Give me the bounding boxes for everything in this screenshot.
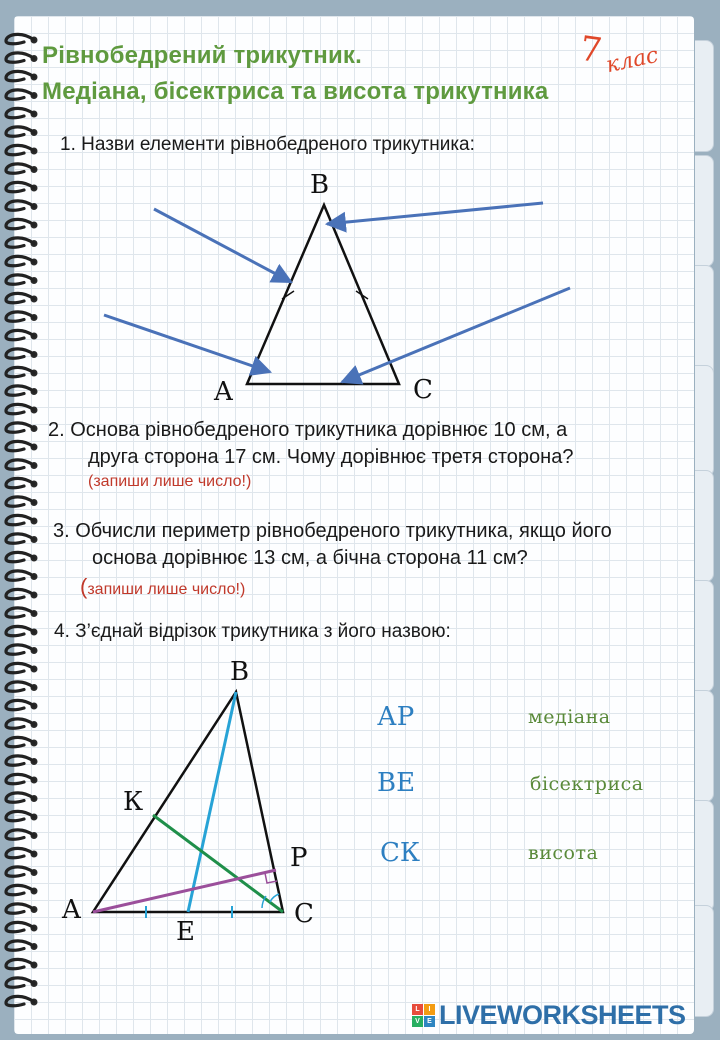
binding-ring: [6, 978, 34, 987]
task3-note-text: запиши лише число!): [87, 581, 246, 598]
segment-ap-option[interactable]: АР: [377, 702, 415, 732]
task3-note-paren: (: [80, 574, 88, 599]
name-bisector-option[interactable]: бісектриса: [530, 773, 644, 795]
binding-ring: [6, 626, 34, 635]
segment-ck-option[interactable]: СК: [380, 838, 421, 868]
triangle-abc: [247, 205, 399, 384]
vertex-label-p: P: [290, 843, 308, 873]
binding-ring: [6, 534, 34, 543]
binding-ring: [6, 608, 34, 617]
vertex-label-c: C: [413, 375, 433, 405]
name-median-option[interactable]: медіана: [528, 706, 611, 728]
triangle-abc-2: [93, 692, 283, 912]
binding-ring: [6, 996, 34, 1005]
vertex-label-b2: B: [230, 657, 250, 687]
median-be[interactable]: [188, 692, 236, 912]
binding-ring: [6, 515, 34, 524]
binding-ring: [6, 497, 34, 506]
task4-text: 4. З’єднай відрізок трикутника з його назвою:: [54, 621, 451, 642]
grade-number: 7: [577, 28, 605, 72]
task2-note: (запиши лише число!): [88, 473, 252, 490]
vertex-label-c2: C: [294, 899, 314, 929]
binding-ring: [6, 441, 34, 450]
liveworksheets-logo: [412, 1000, 686, 1031]
task2-line2: друга сторона 17 см. Чому дорівнює третя сторона?: [88, 446, 574, 468]
vertex-label-a2: A: [62, 895, 81, 925]
isosceles-triangle-figure: [0, 0, 720, 420]
altitude-ap[interactable]: [93, 870, 276, 912]
logo-blocks-icon: L I V E: [412, 1004, 435, 1027]
angle-arc-outer: [270, 894, 279, 902]
arrow-left-side[interactable]: [154, 209, 291, 282]
task2-line1: 2. Основа рівнобедреного трикутника дорівнює 10 см, а: [48, 419, 568, 441]
vertex-label-k: К: [123, 787, 144, 817]
notebook-tab: [695, 470, 714, 582]
binding-ring: [6, 552, 34, 561]
tick-mark-left: [282, 291, 294, 299]
arrow-base-angle[interactable]: [104, 315, 270, 372]
page-title-line2: Медіана, бісектриса та висота трикутника: [42, 78, 549, 105]
task1-text: 1. Назви елементи рівнобедреного трикутника:: [60, 134, 475, 155]
binding-ring: [6, 478, 34, 487]
segment-be-option[interactable]: ВЕ: [377, 768, 416, 798]
binding-ring: [6, 959, 34, 968]
task3-line1: 3. Обчисли периметр рівнобедреного трикутника, якщо його: [53, 520, 612, 542]
name-altitude-option[interactable]: висота: [528, 842, 599, 864]
vertex-label-e: E: [176, 917, 195, 947]
task3-note: [80, 574, 245, 600]
task3-line2: основа дорівнює 13 см, а бічна сторона 11 см?: [92, 547, 528, 569]
triangle-segments-figure: [0, 640, 720, 960]
page-title-line1: Рівнобедрений трикутник.: [42, 42, 362, 69]
binding-ring: [6, 460, 34, 469]
bisector-ck[interactable]: [153, 815, 283, 912]
binding-ring: [6, 571, 34, 580]
logo-text: LIVEWORKSHEETS: [439, 1000, 686, 1030]
binding-ring: [6, 589, 34, 598]
vertex-label-b: B: [310, 170, 330, 200]
arrow-vertex-angle[interactable]: [327, 203, 543, 224]
vertex-label-a: A: [214, 377, 233, 407]
binding-ring: [6, 423, 34, 432]
arrow-base[interactable]: [342, 288, 570, 382]
grade-word: клас: [603, 42, 661, 79]
